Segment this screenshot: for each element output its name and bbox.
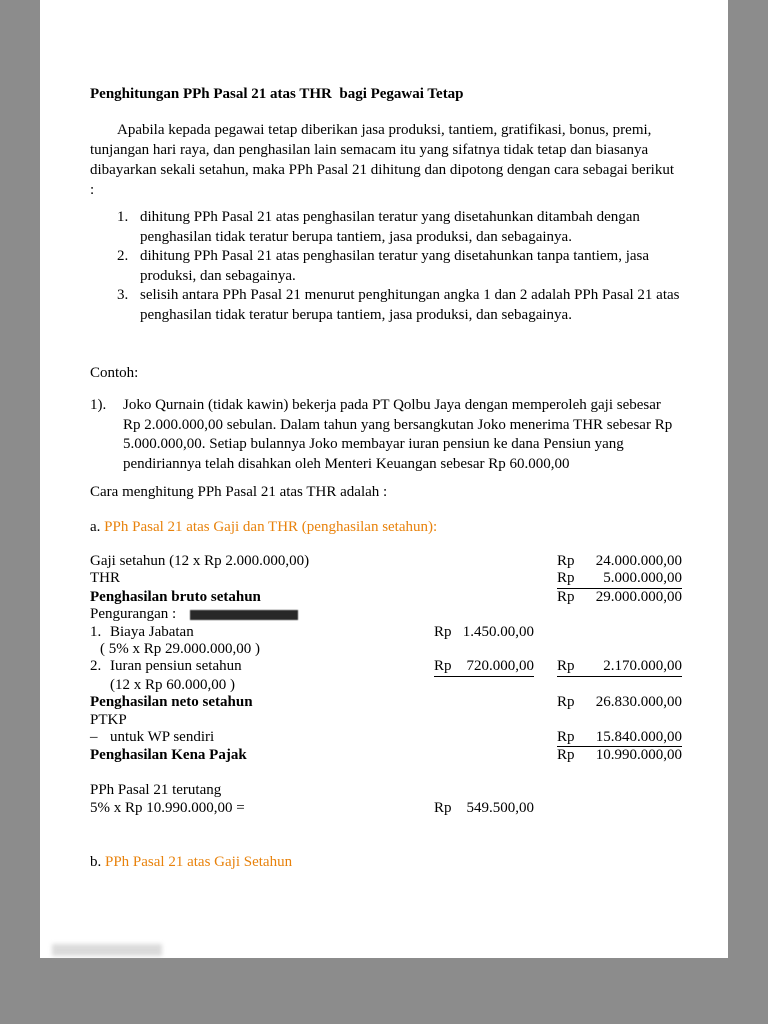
calc-amount-mid [434,677,534,694]
list-item-text [140,208,640,247]
paragraph-line: : [90,182,95,198]
calc-amount-right [557,570,682,588]
numbered-list [90,208,682,325]
example-line: pendiriannya telah disahkan oleh Menteri Keuangan sebesar Rp 60.000,00 [123,455,570,472]
calc-amount-mid [434,641,534,658]
calc-row-number: 2. [90,658,102,675]
calc-amount-right [557,747,682,764]
calc-row [90,729,682,747]
contoh-label: Contoh: [90,365,139,381]
calc-label: ( 5% x Rp 29.000.000,00 ) [100,641,260,658]
cara-heading: Cara menghitung PPh Pasal 21 atas THR adalah : [90,484,388,500]
calc-row [90,553,682,570]
example-text [123,396,672,474]
amount-value: 10.990.000,00 [595,747,682,764]
list-item-number: 3. [117,287,129,303]
example-number: 1). [90,397,107,413]
list-item-line: selisih antara PPh Pasal 21 menurut penghitungan angka 1 dan 2 adalah PPh Pasal 21 atas [140,287,680,303]
list-item-line: dihitung PPh Pasal 21 atas penghasilan teratur yang disetahunkan tanpa tantiem, jasa [140,248,650,264]
section-b-prefix: b. [90,854,105,871]
calc-label: Penghasilan Kena Pajak [90,747,247,764]
list-item-number: 2. [117,248,129,264]
calc-amount-mid [434,782,534,799]
calc-row [90,694,682,711]
amount-value: 26.830.000,00 [595,694,682,711]
calc-amount-right [557,712,682,729]
calc-amount-right [557,641,682,658]
calc-amount-mid [434,624,534,641]
calc-amount-mid [434,800,534,817]
calc-row [90,658,682,676]
calc-label: PPh Pasal 21 terutang [90,782,222,799]
calc-amount-right [557,782,682,799]
calc-amount-right [557,677,682,694]
list-item-line: dihitung PPh Pasal 21 atas penghasilan teratur yang disetahunkan ditambah dengan [140,209,640,225]
amount-value: 549.500,00 [466,799,534,816]
calc-label: Penghasilan bruto setahun [90,588,261,605]
paragraph-line: Apabila kepada pegawai tetap diberikan jasa produksi, tantiem, gratifikasi, bonus, premi, [117,122,652,138]
calc-label: Pengurangan : [90,606,434,623]
scan-artifact [52,944,162,956]
amount-value: 24.000.000,00 [595,553,682,569]
calc-amount-mid [434,589,534,606]
amount-value: 720.000,00 [466,658,534,675]
calc-row [90,712,682,729]
section-a-title: PPh Pasal 21 atas Gaji dan THR (penghasilan setahun): [104,519,438,535]
list-item-text [140,286,680,325]
rp-label: Rp [557,747,575,764]
rp-label: Rp [557,694,575,711]
section-b-title: PPh Pasal 21 atas Gaji Setahun [105,854,293,871]
calc-label: PTKP [90,711,127,728]
amount-value: 5.000.000,00 [603,570,682,587]
section-b-heading [90,852,682,872]
rp-label: Rp [557,729,575,746]
calc-row-number: – [90,729,98,746]
calc-amount-mid [434,747,534,764]
paragraph-line: tunjangan hari raya, dan penghasilan lain semacam itu yang sifatnya tidak tetap dan biasanya [90,142,649,158]
document-page [40,0,728,958]
rp-label: Rp [434,623,452,640]
page-title: Penghitungan PPh Pasal 21 atas THR bagi Pegawai Tetap [90,86,464,102]
calc-row [90,589,682,606]
rp-label: Rp [434,799,452,816]
section-a-prefix: a. [90,519,105,535]
calc-label: Gaji setahun (12 x Rp 2.000.000,00) [90,553,310,569]
paragraph-line: dibayarkan sekali setahun, maka PPh Pasal 21 dihitung dan dipotong dengan cara sebagai berikut [90,162,675,178]
rp-label: Rp [557,553,575,569]
calc-label: 5% x Rp 10.990.000,00 = [90,799,245,816]
calc-amount-right [557,589,682,606]
list-item [117,247,682,286]
list-item-line: penghasilan tidak teratur berupa tantiem, jasa produksi, dan sebagainya. [140,228,572,245]
calc-row [90,747,682,764]
calc-row [90,677,682,694]
calc-row-number: 1. [90,623,102,640]
rp-label: Rp [557,588,575,605]
calc-amount-right [557,553,682,570]
amount-value: 15.840.000,00 [595,729,682,746]
calc-amount-right [557,606,682,623]
list-item-text [140,247,649,286]
calc-row [90,641,682,658]
rp-label: Rp [434,658,452,675]
amount-value: 2.170.000,00 [603,658,682,675]
rp-label: Rp [557,570,575,587]
list-item [117,208,682,247]
calc-amount-right [557,694,682,711]
list-item-number: 1. [117,209,129,225]
amount-value: 29.000.000,00 [595,588,682,605]
calc-label: – untuk WP sendiri [90,729,215,746]
calc-amount-mid [434,553,534,570]
redaction-mark [190,610,298,620]
rp-label: Rp [557,658,575,675]
calc-amount-right [557,729,682,747]
calc-table [90,553,682,817]
calc-row [90,782,682,799]
calc-amount-right [557,624,682,641]
calc-row [90,624,682,641]
calc-amount-mid [434,606,534,623]
intro-paragraph [90,120,682,200]
calc-amount-right [557,658,682,676]
calc-row [90,800,682,817]
calc-label: THR [90,570,120,587]
calc-row [90,570,682,588]
list-item-line: penghasilan tidak teratur berupa tantiem, jasa produksi, dan sebagainya. [140,306,572,323]
calc-amount-mid [434,658,534,676]
calc-row [90,606,682,623]
amount-value: 1.450.00,00 [462,623,534,640]
calc-label: 2. Iuran pensiun setahun [90,658,242,675]
calc-amount-mid [434,570,534,588]
example-line: Joko Qurnain (tidak kawin) bekerja pada PT Qolbu Jaya dengan memperoleh gaji sebesar [123,397,661,413]
calc-amount-mid [434,712,534,729]
example-item [90,396,682,474]
calc-label: Penghasilan neto setahun [90,694,253,711]
section-a-heading [90,517,682,537]
list-item [117,286,682,325]
spacer [90,765,682,782]
calc-label: 1. Biaya Jabatan [90,623,194,640]
calc-amount-mid [434,694,534,711]
calc-amount-right [557,800,682,817]
calc-label: (12 x Rp 60.000,00 ) [110,676,235,693]
example-line: 5.000.000,00. Setiap bulannya Joko membayar iuran pensiun ke dana Pensiun yang [123,436,624,452]
list-item-line: produksi, dan sebagainya. [140,267,296,284]
calc-amount-mid [434,729,534,747]
example-line: Rp 2.000.000,00 sebulan. Dalam tahun yang bersangkutan Joko menerima THR sebesar Rp [123,416,673,433]
